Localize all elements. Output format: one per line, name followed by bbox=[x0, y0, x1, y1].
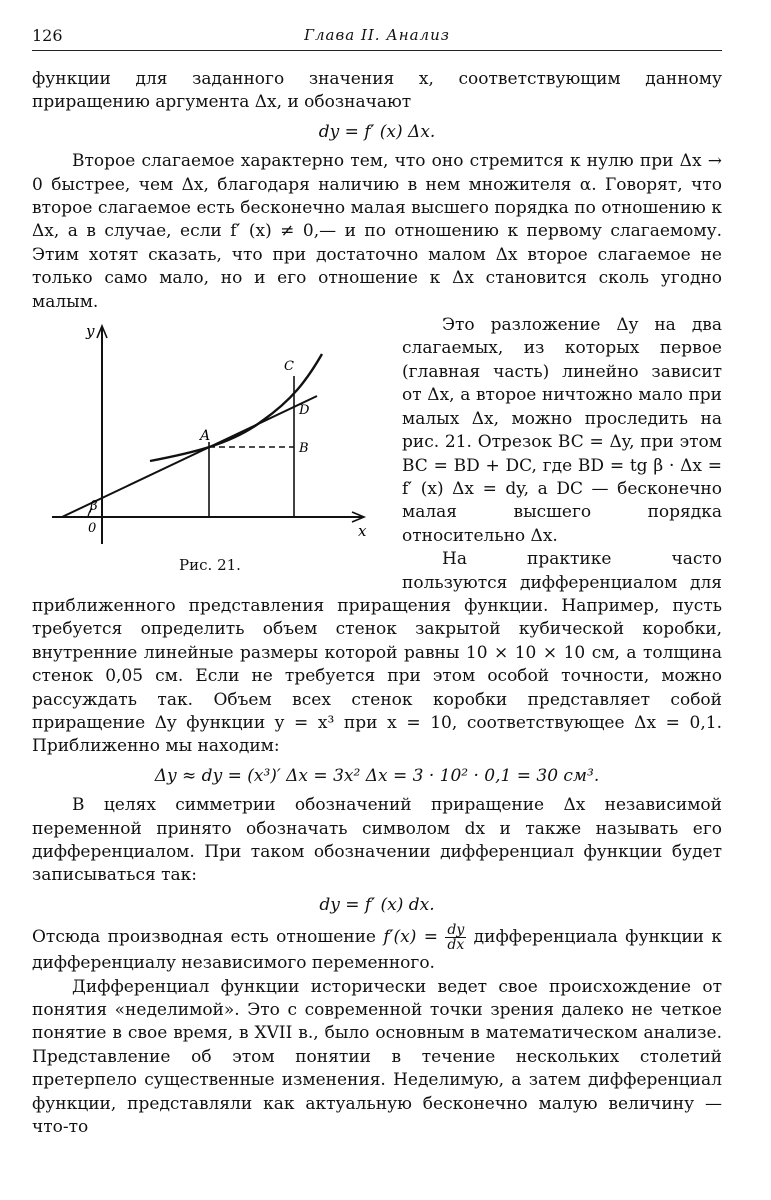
running-title: Глава II. Анализ bbox=[304, 26, 450, 44]
equation-dx: dy = f′ (x) dx. bbox=[319, 894, 435, 915]
label-D: D bbox=[299, 403, 310, 419]
page-header bbox=[32, 24, 722, 51]
label-A: A bbox=[200, 428, 211, 445]
function-curve bbox=[150, 354, 322, 461]
fraction-dy-dx bbox=[445, 923, 466, 952]
figure-21 bbox=[32, 314, 388, 584]
paragraph-2-text: Второе слагаемое характерно тем, что оно стремится к нулю при Δx → 0 быстрее, чем Δx, благодаря наличию в нем множителя α. Говорят, что второе слагаемое есть бесконечно малая высшего порядка по отношению к Δx, а в случае, если f′ (x) ≠ 0,— и по отношению к первому слагаемому. Этим хотят сказать, что при достаточно малом Δx второе слагаемое не только само мало, но и его отношение к Δx становится сколь угодно малым. bbox=[32, 151, 722, 312]
book-page bbox=[32, 24, 723, 1138]
paragraph-6-end: дифференциала функции к дифференциалу независимого переменного. bbox=[32, 927, 723, 974]
paragraph-6-start: Отсюда производная есть отношение bbox=[32, 927, 376, 948]
label-C: C bbox=[284, 359, 294, 375]
figure-caption: Рис. 21. bbox=[179, 556, 241, 575]
label-beta: β bbox=[90, 499, 98, 515]
figure-21-plot bbox=[32, 314, 372, 554]
paragraph-3: Это разложение Δy на два слагаемых, из которых первое (главная часть) линейно зависит от Δx, а второе ничтожно мало при малых Δx, можно проследить на рис. 21. Отрезок BC = Δy, при этом BC = BD + DC, где BD = tg β · Δx = f′ (x) Δx = dy, а DC — бесконечно малая высшего порядка относительно Δx. bbox=[402, 315, 722, 546]
paragraph-2-intro bbox=[32, 150, 722, 314]
paragraph-5: В целях симметрии обозначений приращение Δx независимой переменной принято обозначать символом dx и также называть его дифференциалом. При таком обозначении дифференциал функции будет записываться так: bbox=[32, 795, 722, 886]
fraction-numerator: dy bbox=[447, 922, 465, 939]
paragraph-1: функции для заданного значения x, соответствующим данному приращению аргумента Δx, и обозначают bbox=[32, 69, 722, 113]
label-y: y bbox=[86, 322, 95, 341]
paragraph-4: На практике часто пользуются дифференциалом для приближенного представления приращения функции. Например, пусть требуется определить объем стенок закрытой кубической коробки, внутренние линейные размеры которой равны 10 × 10 × 10 см, а толщина стенок 0,05 см. Если не требуется при этом особой точности, можно рассуждать так. Объем всех стенок коробки представляет собой приращение Δy функции y = x³ при x = 10, соответствующее Δx = 0,1. Приближенно мы находим: bbox=[32, 549, 722, 757]
label-B: B bbox=[299, 441, 309, 457]
label-origin: 0 bbox=[88, 521, 97, 537]
page-number: 126 bbox=[32, 26, 63, 45]
derivative-lhs: f′(x) = bbox=[383, 927, 439, 948]
page-body bbox=[32, 68, 722, 1139]
equation-dy: dy = f′ (x) Δx. bbox=[318, 121, 436, 142]
label-x: x bbox=[358, 522, 367, 541]
fraction-denominator: dx bbox=[447, 937, 465, 954]
paragraph-6 bbox=[32, 923, 722, 975]
tangent-line bbox=[62, 396, 317, 517]
equation-box: Δy ≈ dy = (x³)′ Δx = 3x² Δx = 3 · 10² · 0,1 = 30 см³. bbox=[154, 765, 600, 786]
paragraph-7: Дифференциал функции исторически ведет свое происхождение от понятия «неделимой». Это с современной точки зрения далеко не четкое понятие в свое время, в XVII в., было основным в математическом анализе. Представление об этом понятии в течение нескольких столетий претерпело существенные изменения. Неделимую, а затем дифференциал функции, представляли как актуальную бесконечно малую величину — что-то bbox=[32, 976, 722, 1138]
